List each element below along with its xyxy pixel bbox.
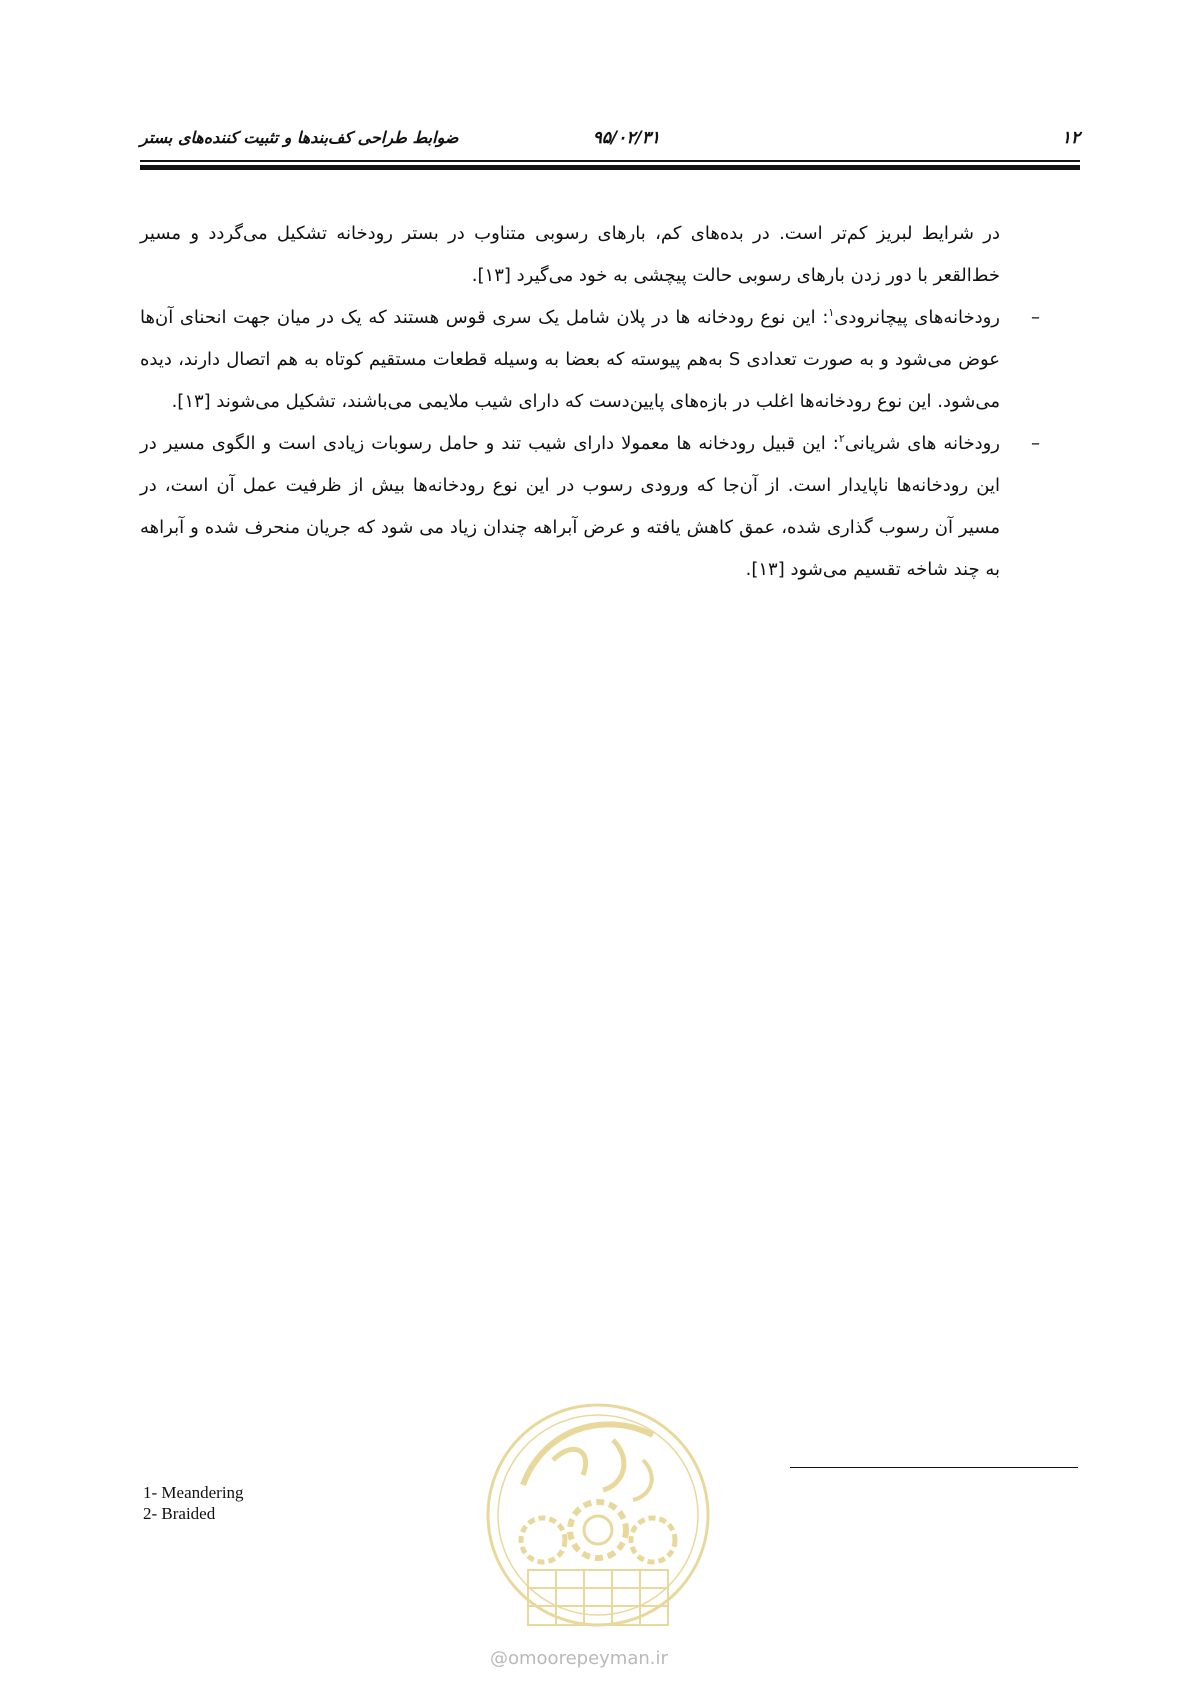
footnote-marker: ۲	[838, 432, 845, 445]
footnote-2: 2- Braided	[143, 1504, 216, 1523]
bullet-term: رودخانه‌های پیچانرودی	[834, 307, 1000, 328]
footnote-1: 1- Meandering	[143, 1483, 244, 1502]
page-header	[140, 128, 1080, 158]
watermark-url-text: omoorepeyman.ir	[508, 1648, 668, 1669]
watermark-url	[490, 1648, 668, 1669]
bullet-dash: –	[1031, 433, 1040, 454]
document-date: ۹۵/۰۲/۳۱	[592, 128, 660, 148]
header-rule-thick	[140, 165, 1080, 170]
bullet-dash: –	[1031, 307, 1040, 328]
bullet-braided	[140, 423, 1040, 591]
document-title: ضوابط طراحی کف‌بندها و تثبیت کننده‌های بستر	[140, 128, 459, 147]
header-rule-thin	[140, 160, 1080, 162]
footnotes	[143, 1482, 244, 1524]
intro-paragraph: در شرایط لبریز کم‌تر است. در بده‌های کم، بارهای رسوبی متناوب در بستر رودخانه تشکیل می‌گردد و مسیر خط‌القعر با دور زدن بارهای رسوبی حالت پیچشی به خود می‌گیرد [۱۳].	[140, 223, 1000, 286]
bullet-text: : این قبیل رودخانه ها معمولا دارای شیب تند و حامل رسوبات زیادی است و الگوی مسیر در این رودخانه‌ها ناپایدار است. از آن‌جا که ورودی رسوب در این نوع رودخانه‌ها بیش از ظرفیت عمل آن است، در مسیر آن رسوب گذاری شده، عمق کاهش یافته و عرض آبراهه چندان زیاد می شود که جریان منحرف شده و آبراهه به چند شاخه تقسیم می‌شود [۱۳].	[140, 433, 1000, 580]
bullet-meandering	[140, 297, 1040, 423]
bullet-term: رودخانه های شریانی	[844, 433, 1000, 454]
footnote-marker: ۱	[828, 306, 835, 319]
watermark-at-icon: @	[490, 1648, 508, 1669]
body-text	[140, 213, 1040, 591]
page-number: ۱۲	[1061, 128, 1080, 148]
watermark-seal-icon	[483, 1390, 713, 1670]
footnote-separator	[790, 1467, 1078, 1468]
bullet-text: : این نوع رودخانه ها در پلان شامل یک سری قوس هستند که یک در میان جهت انحنای آن‌ها عوض می‌شود و به صورت تعدادی S به‌هم پیوسته که بعضا به وسیله قطعات مستقیم کوتاه به هم اتصال دارند، دیده می‌شود. این نوع رودخانه‌ها اغلب در بازه‌های پایین‌دست که دارای شیب ملایمی می‌باشند، تشکیل می‌شوند [۱۳].	[140, 307, 1000, 412]
